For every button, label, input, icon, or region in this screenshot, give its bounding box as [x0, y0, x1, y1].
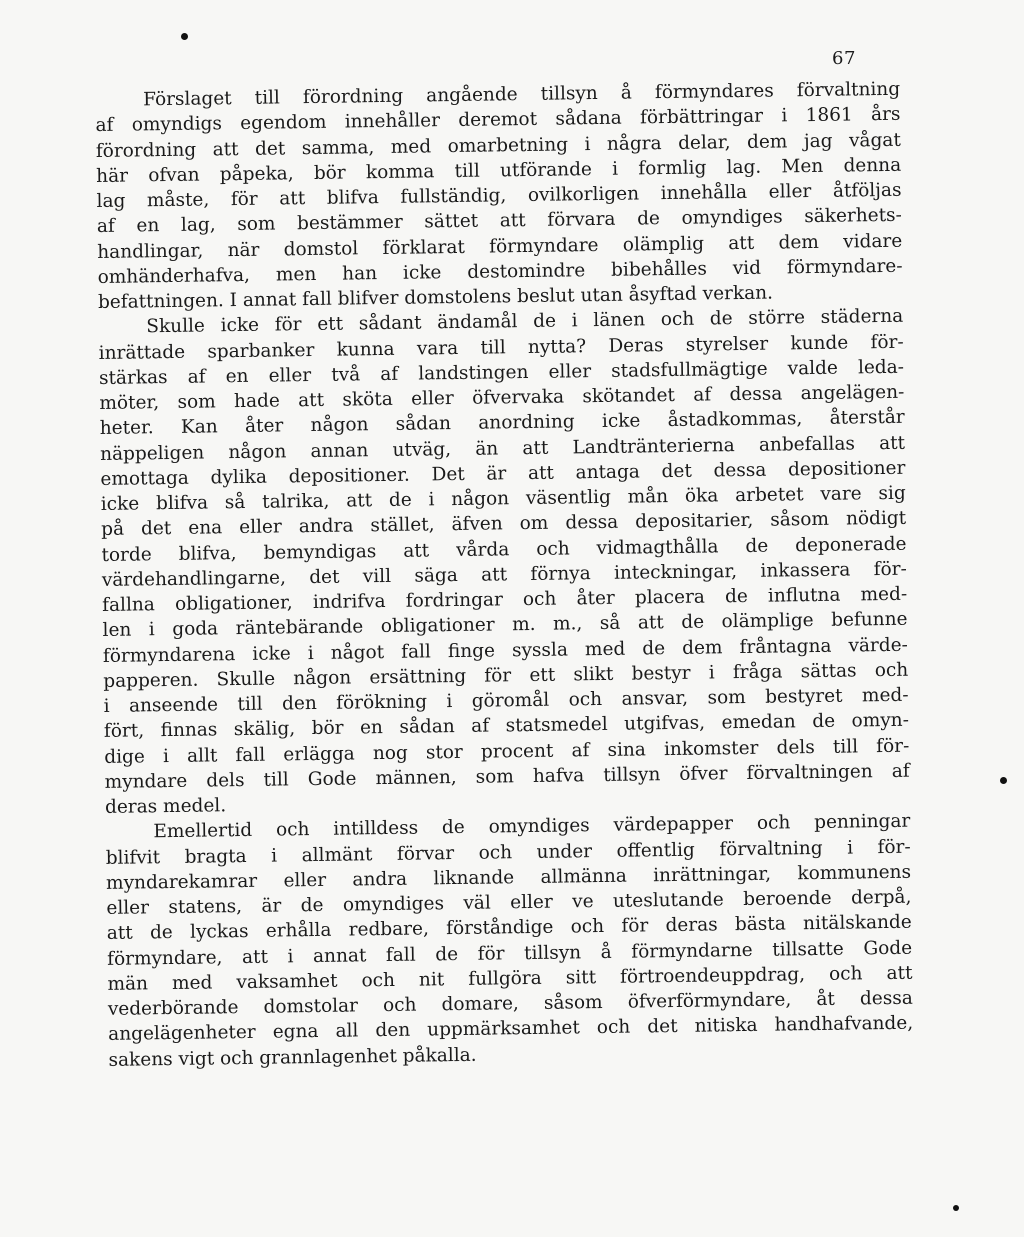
text-line: män med vaksamhet och nit fullgöra sitt förtroendeuppdrag, och att — [107, 962, 913, 995]
text-line: Emellertid och intilldess de omyndiges värdepapper och penningar — [153, 810, 911, 843]
text-line: papperen. Skulle någon ersättning för ett slikt bestyr i fråga sättas och — [103, 659, 909, 692]
text-line: befattningen. I annat fall blifver domstolens beslut utan åsyftad verkan. — [97, 282, 774, 313]
text-line: torde blifva, bemyndigas att vårda och vidmagthålla de deponerade — [101, 533, 907, 566]
text-line: myndare dels till Gode männen, som hafva tillsyn öfver förvaltningen af — [104, 760, 910, 793]
text-line: näppeligen någon annan utväg, än att Landtränterierna anbefallas att — [99, 432, 906, 465]
text-line: af en lag, som bestämmer sättet att förvara de omyndiges säkerhets- — [96, 204, 903, 238]
text-line: icke blifva så talrika, att de i någon väsentlig mån öka arbetet vare sig — [100, 482, 906, 515]
text-line: len i goda räntebärande obligationer m. m., så att de olämplige befunne — [102, 608, 908, 642]
text-line: möter, som hade att sköta eller öfvervaka skötandet af dessa angelägen- — [99, 381, 905, 414]
text-line: deras medel. — [104, 795, 227, 818]
text-line: Skulle icke för ett sådant ändamål de i länen och de större städerna — [146, 305, 904, 338]
text-line: stärkas af en eller två af landstingen eller stadsfullmägtige valde leda- — [98, 356, 905, 389]
text-line: i anseende till den förökning i göromål och ansvar, som bestyret med- — [103, 684, 909, 717]
text-line: att de lyckas erhålla redbare, förståndige och för deras bästa nitälskande — [106, 911, 912, 945]
text-line: heter. Kan åter någon sådan anordning icke åstadkommas, återstår — [99, 406, 905, 440]
ink-speck — [1000, 777, 1007, 784]
body-text — [95, 77, 914, 1073]
text-line: förordning att det samma, med omarbetning i några delar, dem jag vågat — [95, 129, 901, 162]
text-line: sakens vigt och grannlagenhet påkalla. — [108, 1044, 477, 1071]
page-number: 67 — [832, 48, 856, 69]
text-line: emottaga dylika depositioner. Det är att antaga det dessa depositioner — [100, 457, 906, 490]
text-line: dige i allt fall erlägga nog stor procent af sina inkomster dels till för- — [104, 735, 910, 768]
text-line: omhänderhafva, men han icke destomindre bibehålles vid förmyndare- — [97, 255, 903, 288]
text-line: angelägenheter egna all den uppmärksamhet och det nitiska handhafvande, — [108, 1012, 914, 1046]
text-line: fallna obligationer, indrifva fordringar och åter placera de influtna med- — [102, 583, 908, 616]
text-line: fört, finnas skälig, bör en sådan af statsmedel utgifvas, emedan de omyn- — [103, 709, 910, 743]
text-line: Förslaget till förordning angående tillsyn å förmyndares förvaltning — [143, 78, 901, 111]
text-line: förmyndare, att i annat fall de för tillsyn å förmyndarne tillsatte Gode — [107, 937, 913, 970]
text-line: här ofvan påpeka, bör komma till utförande i formlig lag. Men denna — [96, 154, 902, 187]
ink-speck — [181, 33, 188, 40]
text-line: myndarekamrar eller andra liknande allmänna inrättningar, kommunens — [105, 861, 912, 894]
text-line: på det ena eller andra stället, äfven om dessa depositarier, såsom nödigt — [101, 507, 907, 541]
text-line: vederbörande domstolar och domare, såsom öfverförmyndare, åt dessa — [107, 987, 913, 1020]
text-line: lag måste, för att blifva fullständig, ovilkorligen innehålla eller åtföljas — [96, 179, 902, 212]
text-line: inrättade sparbanker kunna vara till nytta? Deras styrelser kunde för- — [98, 331, 904, 364]
text-line: förmyndarena icke i något fall finge syssla med de dem fråntagna värde- — [102, 634, 908, 667]
text-line: af omyndigs egendom innehåller deremot sådana förbättringar i 1861 års — [95, 104, 901, 137]
text-line: värdehandlingarne, det vill säga att förnya inteckningar, inkassera för- — [101, 558, 907, 591]
text-line: eller statens, är de omyndiges väl eller ve uteslutande beroende derpå, — [106, 886, 912, 919]
text-line: blifvit bragta i allmänt förvar och under offentlig förvaltning i för- — [105, 836, 911, 869]
ink-speck — [953, 1205, 959, 1211]
text-line: handlingar, när domstol förklarat förmyndare olämplig att dem vidare — [97, 230, 903, 263]
